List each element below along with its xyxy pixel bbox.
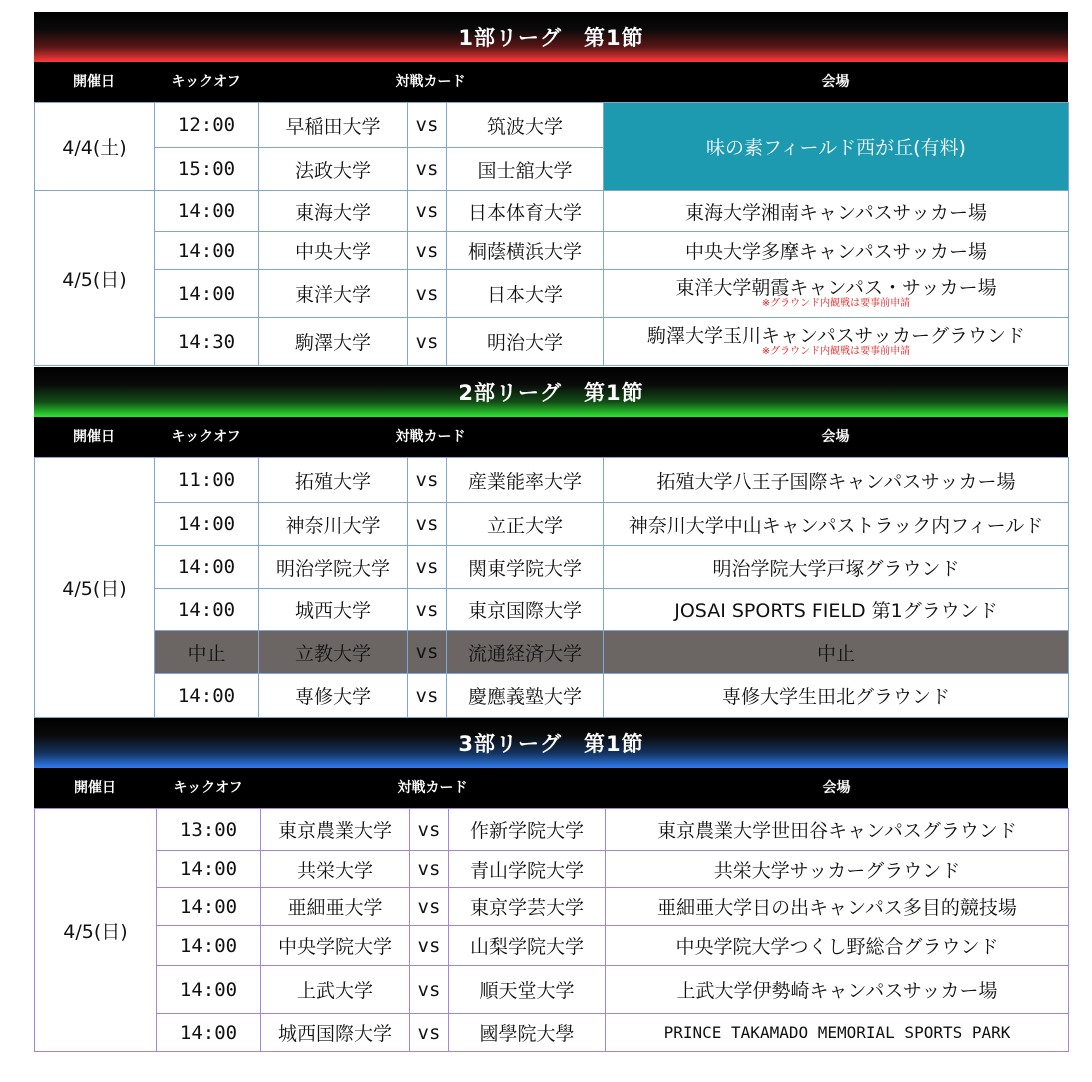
home-team: 共栄大学 xyxy=(261,851,410,888)
home-team: 東海大学 xyxy=(259,191,408,232)
venue-cell: 中止 xyxy=(604,631,1069,674)
division-2-section xyxy=(34,367,1068,718)
header-kickoff: キックオフ xyxy=(171,74,241,90)
vs-label: vs xyxy=(408,458,447,503)
match-date: 4/5(日) xyxy=(35,809,157,1052)
vs-label: vs xyxy=(408,191,447,232)
venue-cell: 明治学院大学戸塚グラウンド xyxy=(604,546,1069,589)
table-row xyxy=(35,503,1069,546)
home-team: 亜細亜大学 xyxy=(261,888,410,926)
column-header-row xyxy=(34,62,1068,102)
away-team: 産業能率大学 xyxy=(447,458,604,503)
away-team: 流通経済大学 xyxy=(447,631,604,674)
venue-note: ※グラウンド内観戦は要事前申請 xyxy=(761,297,911,309)
venue-name: 東洋大学朝霞キャンパス・サッカー場 xyxy=(675,276,997,299)
home-team: 立教大学 xyxy=(259,631,408,674)
away-team: 慶應義塾大学 xyxy=(447,674,604,718)
venue-cell: 上武大学伊勢崎キャンパスサッカー場 xyxy=(606,966,1069,1014)
vs-label: vs xyxy=(408,318,447,366)
home-team: 神奈川大学 xyxy=(259,503,408,546)
away-team: 東京学芸大学 xyxy=(449,888,606,926)
kickoff-time: 14:00 xyxy=(157,888,261,926)
vs-label: vs xyxy=(408,631,447,674)
venue-cell: 東海大学湘南キャンパスサッカー場 xyxy=(604,191,1069,232)
venue-cell: 中央大学多摩キャンパスサッカー場 xyxy=(604,232,1069,270)
vs-label: vs xyxy=(410,966,449,1014)
kickoff-time: 14:00 xyxy=(155,674,259,718)
away-team: 筑波大学 xyxy=(447,103,604,148)
kickoff-time: 11:00 xyxy=(155,458,259,503)
kickoff-time: 14:00 xyxy=(155,191,259,232)
header-date: 開催日 xyxy=(73,429,115,445)
header-venue: 会場 xyxy=(821,74,850,90)
vs-label: vs xyxy=(408,674,447,718)
table-row-cancelled xyxy=(35,631,1069,674)
division-2-title: 2部リーグ 第1節 xyxy=(34,367,1068,417)
division-1-section xyxy=(34,12,1068,366)
home-team: 早稲田大学 xyxy=(259,103,408,148)
header-card: 対戦カード xyxy=(397,780,468,796)
away-team: 國學院大學 xyxy=(449,1014,606,1052)
kickoff-time: 15:00 xyxy=(155,148,259,191)
kickoff-time: 13:00 xyxy=(157,809,261,851)
away-team: 立正大学 xyxy=(447,503,604,546)
table-row xyxy=(35,458,1069,503)
table-row xyxy=(35,674,1069,718)
away-team: 国士舘大学 xyxy=(447,148,604,191)
match-date: 4/5(日) xyxy=(35,458,155,718)
venue-cell: PRINCE TAKAMADO MEMORIAL SPORTS PARK xyxy=(606,1014,1069,1052)
venue-cell: 中央学院大学つくし野総合グラウンド xyxy=(606,926,1069,966)
away-team: 東京国際大学 xyxy=(447,589,604,631)
kickoff-time: 14:00 xyxy=(157,1014,261,1052)
away-team: 青山学院大学 xyxy=(449,851,606,888)
vs-label: vs xyxy=(408,232,447,270)
kickoff-time: 14:00 xyxy=(155,546,259,589)
header-card: 対戦カード xyxy=(395,429,466,445)
header-kickoff: キックオフ xyxy=(171,429,241,445)
away-team: 順天堂大学 xyxy=(449,966,606,1014)
home-team: 中央学院大学 xyxy=(261,926,410,966)
vs-label: vs xyxy=(410,851,449,888)
home-team: 中央大学 xyxy=(259,232,408,270)
home-team: 法政大学 xyxy=(259,148,408,191)
table-row xyxy=(35,851,1069,888)
kickoff-time: 14:00 xyxy=(155,589,259,631)
venue-cell: 共栄大学サッカーグラウンド xyxy=(606,851,1069,888)
vs-label: vs xyxy=(408,103,447,148)
column-header-row xyxy=(34,768,1068,808)
table-row xyxy=(35,270,1069,318)
vs-label: vs xyxy=(410,926,449,966)
vs-label: vs xyxy=(408,270,447,318)
venue-cell: 味の素フィールド西が丘(有料) xyxy=(604,103,1069,191)
venue-cell: 専修大学生田北グラウンド xyxy=(604,674,1069,718)
column-header-row xyxy=(34,417,1068,457)
division-3-section xyxy=(34,718,1068,1052)
table-row xyxy=(35,589,1069,631)
division-1-title: 1部リーグ 第1節 xyxy=(34,12,1068,62)
table-row xyxy=(35,318,1069,366)
table-row xyxy=(35,926,1069,966)
venue-cell xyxy=(604,318,1069,366)
header-date: 開催日 xyxy=(73,74,115,90)
kickoff-time: 14:00 xyxy=(155,232,259,270)
away-team: 明治大学 xyxy=(447,318,604,366)
venue-cell: 拓殖大学八王子国際キャンパスサッカー場 xyxy=(604,458,1069,503)
table-row xyxy=(35,103,1069,148)
home-team: 城西国際大学 xyxy=(261,1014,410,1052)
venue-cell: 東京農業大学世田谷キャンパスグラウンド xyxy=(606,809,1069,851)
header-venue: 会場 xyxy=(822,780,851,796)
venue-cell: 神奈川大学中山キャンパストラック内フィールド xyxy=(604,503,1069,546)
table-row xyxy=(35,232,1069,270)
venue-cell xyxy=(604,270,1069,318)
home-team: 専修大学 xyxy=(259,674,408,718)
vs-label: vs xyxy=(410,1014,449,1052)
header-kickoff: キックオフ xyxy=(173,780,243,796)
vs-label: vs xyxy=(408,503,447,546)
kickoff-time: 14:30 xyxy=(155,318,259,366)
table-row xyxy=(35,888,1069,926)
table-row xyxy=(35,191,1069,232)
venue-name: 駒澤大学玉川キャンパスサッカーグラウンド xyxy=(647,324,1025,347)
division-3-table xyxy=(34,808,1069,1052)
venue-cell: 亜細亜大学日の出キャンパス多目的競技場 xyxy=(606,888,1069,926)
home-team: 拓殖大学 xyxy=(259,458,408,503)
away-team: 作新学院大学 xyxy=(449,809,606,851)
home-team: 東京農業大学 xyxy=(261,809,410,851)
table-row xyxy=(35,546,1069,589)
division-2-table xyxy=(34,457,1069,718)
vs-label: vs xyxy=(408,148,447,191)
kickoff-time: 14:00 xyxy=(157,966,261,1014)
kickoff-time: 14:00 xyxy=(157,851,261,888)
division-1-table xyxy=(34,102,1069,366)
vs-label: vs xyxy=(408,546,447,589)
home-team: 上武大学 xyxy=(261,966,410,1014)
header-venue: 会場 xyxy=(821,429,850,445)
kickoff-time: 14:00 xyxy=(155,503,259,546)
home-team: 東洋大学 xyxy=(259,270,408,318)
away-team: 関東学院大学 xyxy=(447,546,604,589)
header-card: 対戦カード xyxy=(395,74,466,90)
table-row xyxy=(35,809,1069,851)
vs-label: vs xyxy=(410,888,449,926)
match-date: 4/5(日) xyxy=(35,191,155,366)
table-row xyxy=(35,1014,1069,1052)
home-team: 駒澤大学 xyxy=(259,318,408,366)
kickoff-time: 14:00 xyxy=(157,926,261,966)
kickoff-time: 中止 xyxy=(155,631,259,674)
away-team: 桐蔭横浜大学 xyxy=(447,232,604,270)
kickoff-time: 12:00 xyxy=(155,103,259,148)
table-row xyxy=(35,966,1069,1014)
header-date: 開催日 xyxy=(74,780,116,796)
match-date: 4/4(土) xyxy=(35,103,155,191)
away-team: 日本大学 xyxy=(447,270,604,318)
vs-label: vs xyxy=(408,589,447,631)
home-team: 城西大学 xyxy=(259,589,408,631)
kickoff-time: 14:00 xyxy=(155,270,259,318)
away-team: 日本体育大学 xyxy=(447,191,604,232)
venue-cell: JOSAI SPORTS FIELD 第1グラウンド xyxy=(604,589,1069,631)
home-team: 明治学院大学 xyxy=(259,546,408,589)
vs-label: vs xyxy=(410,809,449,851)
away-team: 山梨学院大学 xyxy=(449,926,606,966)
venue-note: ※グラウンド内観戦は要事前申請 xyxy=(761,345,911,357)
division-3-title: 3部リーグ 第1節 xyxy=(34,718,1068,768)
